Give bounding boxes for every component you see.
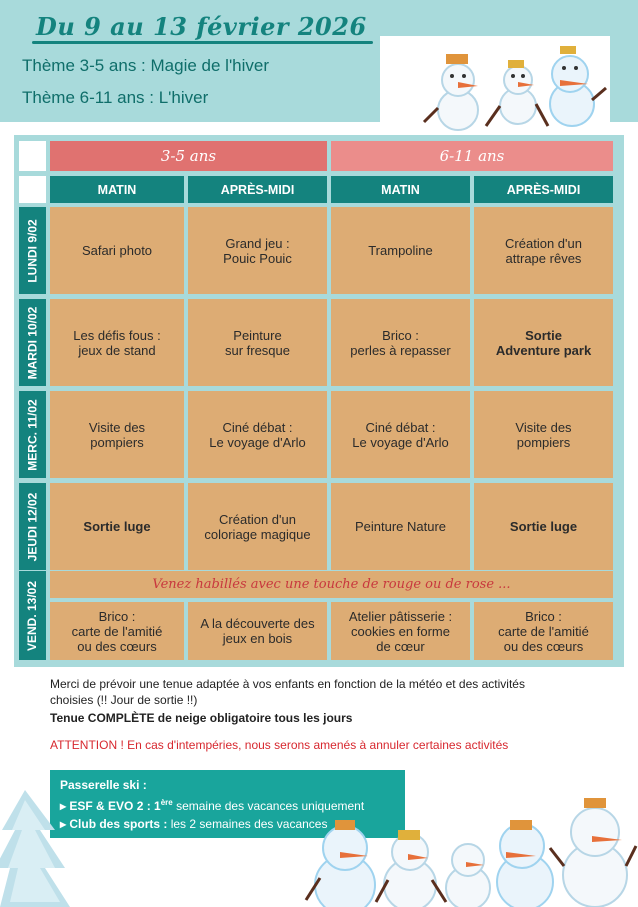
warning-weather: ATTENTION ! En cas d'intempéries, nous serons amenés à annuler certaines activités [50,738,509,752]
activity-cell: Création d'un coloriage magique [188,483,327,570]
snowman-group-bottom-icon [300,790,638,907]
ski-item-esf-sup: ère [160,798,173,807]
day-label-text: MARDI 10/02 [25,306,40,379]
page-title [36,12,367,41]
day-label-text: VEND. 13/02 [25,580,40,651]
activity-cell: Les défis fous : jeux de stand [50,299,184,386]
day-label [19,299,46,386]
age-header-3-5: 3-5 ans [50,141,327,171]
snowy-tree-icon [0,790,70,907]
column-header: MATIN [331,176,470,203]
activity-cell: Sortie luge [474,483,613,570]
activity-cell: Sortie Adventure park [474,299,613,386]
activity-cell: Brico : perles à repasser [331,299,470,386]
theme-6-11: Thème 6-11 ans : L'hiver [22,88,209,107]
snowman-group-icon [420,40,610,135]
activity-cell: Ciné débat : Le voyage d'Arlo [188,391,327,478]
activity-cell: Brico : carte de l'amitié ou des cœurs [474,602,613,660]
activity-cell: Peinture Nature [331,483,470,570]
age-header-6-11: 6-11 ans [331,141,613,171]
ski-item-club-label: ▸ Club des sports : [60,817,168,831]
activity-cell: Sortie luge [50,483,184,570]
activity-cell: Visite des pompiers [474,391,613,478]
activity-cell: Grand jeu : Pouic Pouic [188,207,327,294]
column-header: MATIN [50,176,184,203]
ski-item-club-text: les 2 semaines des vacances [167,817,328,831]
ski-title: Passerelle ski : [60,778,147,792]
ski-item-esf-text: semaine des vacances uniquement [172,799,365,813]
day-label [19,571,46,660]
day-label-text: JEUDI 12/02 [25,492,40,561]
title-underline [32,41,373,44]
corner-cell-top [19,141,46,171]
activity-cell: Création d'un attrape rêves [474,207,613,294]
activity-cell: Visite des pompiers [50,391,184,478]
day-label [19,391,46,478]
corner-cell-bottom [19,176,46,203]
theme-3-5: Thème 3-5 ans : Magie de l'hiver [22,56,270,75]
notice-clothing: Merci de prévoir une tenue adaptée à vos enfants en fonction de la météo et des activités choisies (!! Jour de sortie !!) [50,677,525,707]
activity-cell: Trampoline [331,207,470,294]
notice-snow-outfit: Tenue COMPLÈTE de neige obligatoire tous les jours [50,711,353,725]
activity-cell: Peinture sur fresque [188,299,327,386]
column-header: APRÈS-MIDI [188,176,327,203]
day-label [19,483,46,570]
page-title-text: Du 9 au 13 février 2026 [36,12,367,41]
column-header: APRÈS-MIDI [474,176,613,203]
dress-code-banner: Venez habillés avec une touche de rouge ou de rose ... [50,571,613,598]
ski-item-club [60,817,327,831]
activity-cell: Safari photo [50,207,184,294]
day-label-text: LUNDI 9/02 [25,218,40,283]
activity-cell: A la découverte des jeux en bois [188,602,327,660]
day-label-text: MERC. 11/02 [25,398,40,471]
day-label [19,207,46,294]
activity-cell: Ciné débat : Le voyage d'Arlo [331,391,470,478]
activity-cell: Atelier pâtisserie : cookies en forme de cœur [331,602,470,660]
ski-item-esf-label: ▸ ESF & EVO 2 : 1 [60,799,161,813]
activity-cell: Brico : carte de l'amitié ou des cœurs [50,602,184,660]
